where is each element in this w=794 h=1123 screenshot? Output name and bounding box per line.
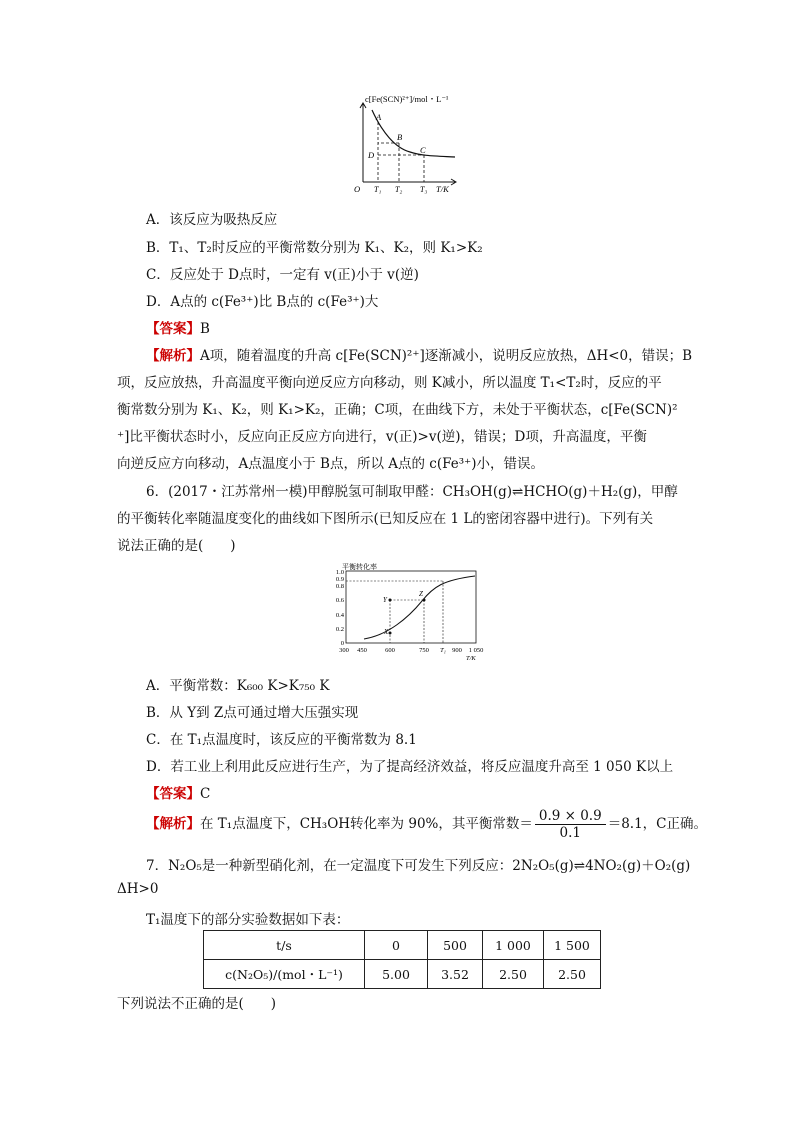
fig1-xtick-t2: T₂: [395, 185, 403, 194]
q5-option-d: D．A点的 c(Fe³⁺)比 B点的 c(Fe³⁺)大: [146, 294, 379, 310]
table-cell: 5.00: [365, 960, 428, 989]
fig2-ytick-1-0: 1.0: [335, 569, 344, 576]
fig2-xtick-1050: 1 050: [468, 647, 484, 654]
equilibrium-concentration-figure: [350, 96, 470, 196]
q5-analysis-line-3: 衡常数分别为 K₁、K₂，则 K₁>K₂，正确；C项，在曲线下方，未处于平衡状态，c[Fe(SCN)²: [117, 402, 678, 418]
fig2-conversion-curve: [364, 576, 475, 639]
q6-analysis-pre: 在 T₁点温度下，CH₃OH转化率为 90%，其平衡常数＝: [200, 816, 533, 832]
fig2-ytick-0-8: 0.8: [335, 583, 344, 590]
conversion-rate-figure: [318, 563, 488, 663]
q6-answer-value: C: [200, 786, 211, 802]
fig2-ytick-0: 0: [340, 640, 344, 647]
q6-analysis-post: ＝8.1，C正确。: [607, 816, 708, 832]
table-cell: 500: [428, 931, 483, 960]
table-row: [204, 960, 601, 989]
table-cell: 3.52: [428, 960, 483, 989]
q5-option-a: A．该反应为吸热反应: [146, 212, 278, 228]
q6-option-b: B．从 Y到 Z点可通过增大压强实现: [146, 705, 359, 721]
fig2-ytick-0-4: 0.4: [335, 612, 344, 619]
fig1-xtick-t3: T₃: [420, 185, 428, 194]
fig2-ytick-0-6: 0.6: [335, 597, 344, 604]
fig1-point-a: A: [376, 112, 382, 122]
fig1-xlabel: T/K: [436, 184, 449, 194]
q5-option-c: C．反应处于 D点时，一定有 v(正)小于 v(逆): [146, 267, 419, 283]
fig1-xtick-t1: T₁: [374, 185, 382, 194]
table-cell: c(N₂O₅)/(mol・L⁻¹): [204, 960, 365, 989]
q6-answer-tag: 【答案】: [146, 786, 200, 802]
fig2-point-z: Z: [419, 590, 423, 598]
fig2-dashed-guides: [346, 581, 443, 643]
fig2-ytick-0-9: 0.9: [335, 576, 344, 583]
fig2-xtick-600: 600: [385, 647, 395, 654]
q7-data-table: [203, 930, 601, 989]
fig2-xtick-t1: T₁: [440, 647, 446, 654]
fig2-xtick-450: 450: [357, 647, 367, 654]
q7-question: 下列说法不正确的是( ): [117, 996, 277, 1012]
q6-analysis-tag: 【解析】: [146, 816, 200, 832]
fig2-ytick-0-2: 0.2: [335, 626, 344, 633]
q5-analysis-line-5: 向逆反应方向移动，A点温度小于 B点，所以 A点的 c(Fe³⁺)小，错误。: [117, 456, 545, 472]
q6-stem-line-3: 说法正确的是( ): [117, 538, 236, 554]
q6-stem-line-2: 的平衡转化率随温度变化的曲线如下图所示(已知反应在 1 L的密闭容器中进行)。下列有关: [117, 511, 654, 527]
q6-fraction-numerator: 0.9 × 0.9: [535, 808, 606, 825]
fig2-point-z-marker: [423, 599, 426, 602]
table-cell: 0: [365, 931, 428, 960]
q5-analysis-line-4: ⁺]比平衡状态时小，反应向正反应方向进行，v(正)>v(逆)，错误；D项，升高温度，平衡: [117, 429, 647, 445]
q7-stem-line-2: ΔH>0: [117, 881, 159, 897]
q6-option-d: D．若工业上利用此反应进行生产，为了提高经济效益，将反应温度升高至 1 050 K以上: [146, 759, 674, 775]
q5-answer: [146, 317, 210, 337]
q6-answer: [146, 782, 210, 802]
fig1-dashed-guides: [378, 122, 424, 182]
fig2-point-x-marker: [389, 632, 392, 635]
fig2-title: 平衡转化率: [342, 563, 377, 571]
q7-table-intro: T₁温度下的部分实验数据如下表：: [146, 912, 350, 928]
fig2-xtick-750: 750: [419, 647, 429, 654]
q6-stem-line-1: 6．(2017・江苏常州一模)甲醇脱氢可制取甲醛：CH₃OH(g)⇌HCHO(g)＋H₂(g)，甲醇: [146, 484, 678, 500]
table-row: [204, 931, 601, 960]
q5-option-b: B．T₁、T₂时反应的平衡常数分别为 K₁、K₂，则 K₁>K₂: [146, 240, 483, 256]
fig1-origin: O: [354, 184, 361, 194]
fig2-xtick-300: 300: [339, 647, 349, 654]
table-cell: 2.50: [483, 960, 544, 989]
fig1-point-b: B: [397, 132, 403, 142]
q5-analysis-tag: 【解析】: [146, 348, 200, 364]
table-cell: t/s: [204, 931, 365, 960]
fig2-xlabel: T/K: [466, 655, 476, 662]
fig1-point-c: C: [420, 145, 426, 155]
q6-option-a: A．平衡常数：K₆₀₀ K>K₇₅₀ K: [146, 678, 330, 694]
q6-fraction-denominator: 0.1: [559, 825, 582, 841]
q6-option-c: C．在 T₁点温度时，该反应的平衡常数为 8.1: [146, 732, 417, 748]
fig1-curve: [372, 110, 455, 157]
fig1-point-d: D: [368, 150, 375, 160]
q5-analysis-text-1: A项，随着温度的升高 c[Fe(SCN)²⁺]逐渐减小，说明反应放热，ΔH<0，错误；B: [200, 348, 693, 364]
q5-analysis-line-1: [146, 344, 692, 364]
table-cell: 1 000: [483, 931, 544, 960]
table-cell: 1 500: [544, 931, 601, 960]
table-cell: 2.50: [544, 960, 601, 989]
q6-fraction: [535, 808, 606, 841]
q5-answer-value: B: [200, 321, 210, 337]
q5-analysis-line-2: 项，反应放热，升高温度平衡向逆反应方向移动，则 K减小，所以温度 T₁<T₂时，反应的平: [117, 375, 662, 391]
fig2-point-y-marker: [389, 599, 392, 602]
fig2-point-x: X: [384, 628, 389, 636]
q6-analysis: [146, 808, 707, 841]
fig1-ylabel: c[Fe(SCN)²⁺]/mol・L⁻¹: [365, 96, 449, 104]
fig2-xtick-900: 900: [452, 647, 462, 654]
fig2-plot-frame: [346, 571, 476, 643]
q7-stem-line-1: 7．N₂O₅是一种新型硝化剂，在一定温度下可发生下列反应：2N₂O₅(g)⇌4NO₂(g)＋O₂(g): [146, 858, 691, 874]
fig2-point-y: Y: [383, 596, 387, 604]
q5-answer-tag: 【答案】: [146, 321, 200, 337]
